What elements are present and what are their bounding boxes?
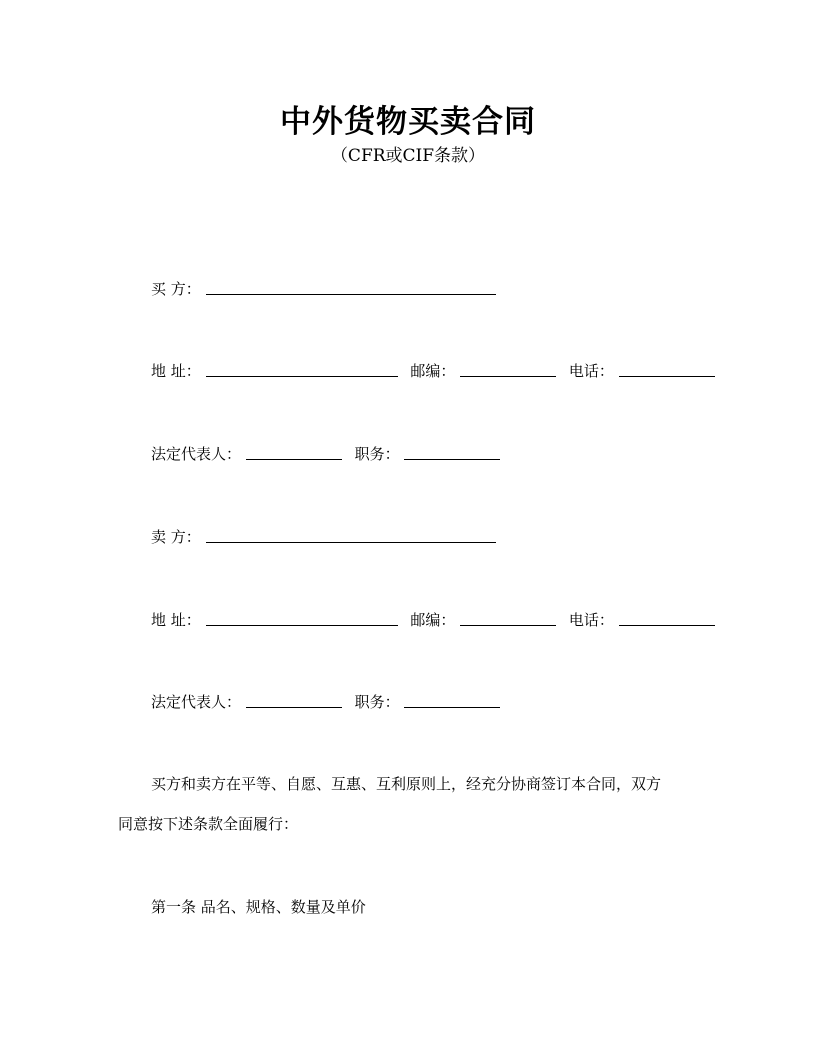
seller-row [151,524,496,548]
buyer-position-field[interactable] [404,441,500,460]
article-1-heading: 第一条 品名、规格、数量及单价 [151,898,366,916]
seller-legal-rep-row [151,689,500,713]
seller-postcode-field[interactable] [460,607,556,626]
seller-address-label: 地 址： [151,611,201,629]
seller-legal-rep-label: 法定代表人： [151,693,242,711]
intro-line-2: 同意按下述条款全面履行： [118,815,299,833]
seller-label: 卖 方： [151,528,201,546]
seller-phone-label: 电话： [568,611,614,629]
buyer-position-label: 职务： [354,445,400,463]
buyer-row [151,276,496,300]
seller-address-field[interactable] [206,607,398,626]
buyer-legal-rep-row [151,441,500,465]
document-subtitle: （CFR或CIF条款） [330,146,486,166]
buyer-postcode-label: 邮编： [410,362,456,380]
seller-phone-field[interactable] [619,607,715,626]
seller-legal-rep-field[interactable] [246,689,342,708]
seller-address-row [151,607,715,631]
buyer-address-label: 地 址： [151,362,201,380]
intro-paragraph [118,764,698,844]
buyer-name-field[interactable] [206,276,496,295]
intro-line-1: 买方和卖方在平等、自愿、互惠、互利原则上，经充分协商签订本合同，双方 [151,775,662,793]
buyer-address-field[interactable] [206,358,398,377]
buyer-label: 买 方： [151,280,201,298]
document-title: 中外货物买卖合同 [280,104,536,140]
seller-postcode-label: 邮编： [410,611,456,629]
seller-position-field[interactable] [404,689,500,708]
seller-name-field[interactable] [206,524,496,543]
buyer-phone-field[interactable] [619,358,715,377]
buyer-phone-label: 电话： [568,362,614,380]
buyer-postcode-field[interactable] [460,358,556,377]
buyer-address-row [151,358,715,382]
buyer-legal-rep-label: 法定代表人： [151,445,242,463]
buyer-legal-rep-field[interactable] [246,441,342,460]
seller-position-label: 职务： [354,693,400,711]
